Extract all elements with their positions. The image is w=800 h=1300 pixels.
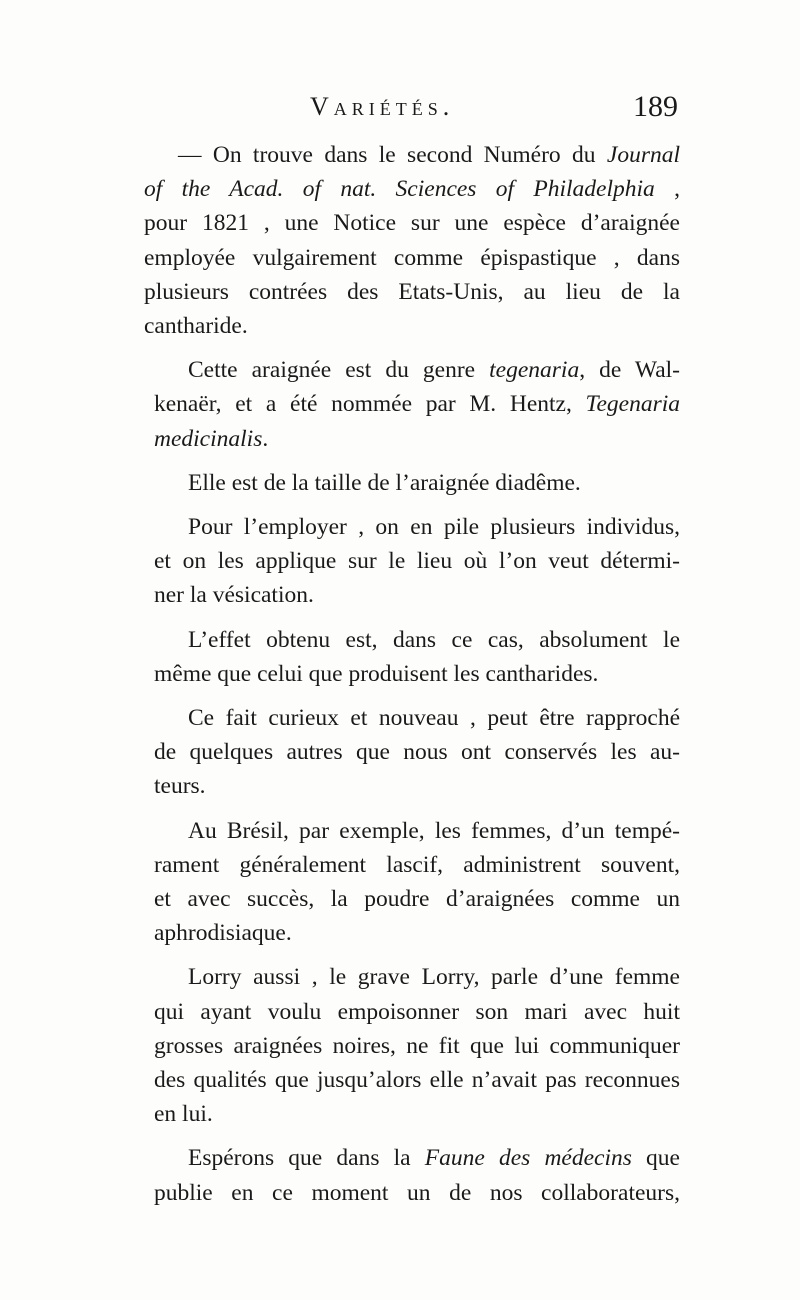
text-run: des qualités que jusqu’alors elle n’avait pas reconnues [154,1067,680,1094]
text-run: ner la vésication. [154,582,314,609]
paragraph [120,701,680,804]
paragraph [120,138,680,343]
text-line [120,138,680,172]
text-line [120,241,680,275]
text-line [120,353,680,387]
text-line [120,466,680,500]
italic-run: of the Acad. of nat. Sciences of Philadelphia [144,176,655,203]
paragraph [120,353,680,456]
paragraph [120,510,680,613]
text-run: même que celui que produisent les cantharides. [154,660,599,687]
italic-run: tegenaria [489,357,580,384]
text-line [120,206,680,240]
text-run: Ce fait curieux et nouveau , peut être rapproché [188,705,680,732]
text-line [120,701,680,735]
text-run: Pour l’employer , on en pile plusieurs individus, [188,514,680,541]
text-run: teurs. [154,773,206,800]
text-line [120,735,680,769]
text-run: grosses araignées noires, ne fit que lui communiquer [154,1032,680,1059]
text-line [120,1097,680,1131]
italic-run: Tegenaria [585,391,680,418]
text-run: Cette araignée est du genre [188,357,490,384]
text-run: employée vulgairement comme épispastique , dans [144,244,680,271]
text-run: Espérons que dans la [188,1145,425,1172]
italic-run: Faune des médecins [424,1145,632,1172]
text-line [120,995,680,1029]
paragraph [120,1141,680,1209]
text-run: en lui. [154,1101,213,1128]
text-line [120,960,680,994]
text-line [120,882,680,916]
text-line [120,848,680,882]
text-line [120,657,680,691]
paragraph [120,466,680,500]
text-line [120,623,680,657]
text-run: rament généralement lascif, administrent souvent, [154,851,680,878]
paragraph [120,814,680,951]
text-line [120,1141,680,1175]
text-run: Au Brésil, par exemple, les femmes, d’un tempé- [188,817,680,844]
text-run: de quelques autres que nous ont conservés les au- [154,739,680,766]
text-line [120,769,680,803]
italic-run: medicinalis [154,425,263,452]
text-run: et avec succès, la poudre d’araignées comme un [154,886,680,913]
text-line [120,309,680,343]
text-line [120,814,680,848]
page-number: 189 [633,90,678,123]
paragraph [120,623,680,691]
text-run: , [654,176,681,203]
text-line [120,544,680,578]
text-line [120,422,680,456]
text-run: qui ayant voulu empoisonner son mari avec huit [154,998,680,1025]
text-run: cantharide. [144,313,248,340]
text-line [120,275,680,309]
text-line [120,1063,680,1097]
body-text [120,138,680,1220]
text-run: Elle est de la taille de l’araignée diadême. [188,469,581,496]
text-run: publie en ce moment un de nos collaborateurs, [154,1179,680,1206]
italic-run: Journal [606,142,680,168]
text-line [120,1176,680,1210]
text-run: . [262,425,269,452]
text-run: , de Wal- [579,357,681,384]
text-run: kenaër, et a été nommée par M. Hentz, [154,391,586,418]
text-run: aphrodisiaque. [154,920,292,947]
page-header [118,92,678,132]
text-line [120,578,680,612]
running-head: Variétés. [310,92,455,121]
text-run: L’effet obtenu est, dans ce cas, absolument le [188,626,680,653]
text-run: plusieurs contrées des Etats-Unis, au lieu de la [144,278,680,305]
text-run: que [631,1145,680,1172]
text-run: Lorry aussi , le grave Lorry, parle d’une femme [188,964,680,991]
text-line [120,172,680,206]
text-run: — On trouve dans le second Numéro du [178,142,607,168]
text-line [120,916,680,950]
text-line [120,1029,680,1063]
text-run: et on les applique sur le lieu où l’on veut détermi- [154,548,680,575]
paragraph [120,960,680,1131]
text-run: pour 1821 , une Notice sur une espèce d’araignée [144,210,680,237]
text-line [120,510,680,544]
text-line [120,387,680,421]
